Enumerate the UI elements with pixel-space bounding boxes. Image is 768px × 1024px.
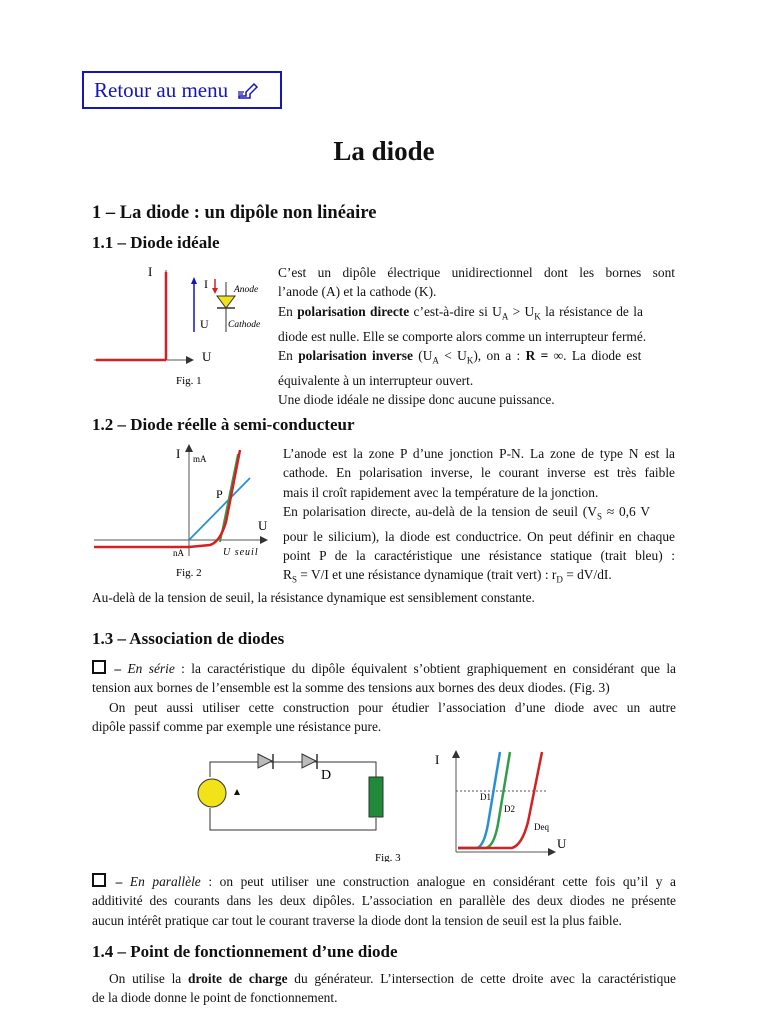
s13-par-line1: – En parallèle : on peut utiliser une construction analogue en considérant cette fois qu’il y a — [92, 872, 676, 891]
s13-serie-line4: dipôle passif comme par exemple une résistance pure. — [92, 718, 382, 734]
fig1-axis-u: U — [202, 349, 212, 364]
generator-symbol — [198, 779, 226, 807]
section-1-heading: 1 – La diode : un dipôle non linéaire — [92, 203, 377, 223]
page-title: La diode — [333, 136, 435, 166]
fig3-d1-label: D1 — [480, 792, 491, 802]
fig1-cathode-label: Cathode — [228, 320, 261, 330]
fig3-axis-i: I — [435, 752, 440, 767]
fig3-d-label: D — [321, 768, 332, 783]
s12-line5: pour le silicium), la diode est conductrice. On peut définir en chaque — [283, 528, 675, 544]
s13-serie-paragraph — [92, 659, 676, 736]
s13-par-line3: aucun intérêt pratique car tout le courant traverse la diode dont la tension de seuil est la plus faible. — [92, 912, 622, 928]
fig2-axis-u: U — [258, 518, 268, 533]
section-1-4-heading: 1.4 – Point de fonctionnement d’une diode — [92, 942, 398, 961]
figure-3-series-association — [190, 744, 580, 862]
s13-serie-line1: – En série : la caractéristique du dipôle équivalent s’obtient graphiquement en considérant que la — [92, 659, 676, 678]
checkbox-bullet-icon — [92, 660, 106, 674]
s12-after-text: Au-delà de la tension de seuil, la résistance dynamique est sensiblement constante. — [92, 590, 535, 605]
fig2-point-p: P — [216, 487, 223, 501]
s13-serie-line2: tension aux bornes de l’ensemble est la somme des tensions aux bornes des deux diodes. (Fig. 3) — [92, 680, 610, 696]
s11-line1: C’est un dipôle électrique unidirectionnel dont les bornes sont — [278, 265, 675, 280]
s14-paragraph — [92, 969, 676, 1008]
fig3-curve-d1 — [458, 752, 500, 848]
fig3-curve-deq — [458, 752, 542, 848]
s14-line2: de la diode donne le point de fonctionnement. — [92, 990, 338, 1006]
checkbox-bullet-icon — [92, 873, 106, 887]
section-1-2-text — [283, 444, 675, 590]
figure-2-real-diode — [92, 444, 282, 584]
s11-line6: équivalente à un interrupteur ouvert. — [278, 372, 474, 388]
figure-1-ideal-diode — [90, 262, 270, 392]
s13-par-line2: additivité des courants dans les deux dipôles. L’association en parallèle des deux diodes ne présente — [92, 893, 676, 909]
fig3-deq-label: Deq — [534, 822, 549, 832]
s11-line2: l’anode (A) et la cathode (K). — [278, 284, 437, 300]
fig1-arrow-i: I — [204, 277, 208, 291]
fig2-useuil-label: U seuil — [223, 547, 259, 558]
fig2-na-label: nA — [173, 548, 184, 558]
retour-menu-label: Retour au menu — [94, 77, 229, 102]
fig2-axis-i: I — [176, 446, 181, 461]
s13-parallel-paragraph — [92, 872, 676, 930]
section-1-2-heading: 1.2 – Diode réelle à semi-conducteur — [92, 415, 355, 434]
s12-line3: mais il croît rapidement avec la température de la jonction. — [283, 484, 599, 500]
fig3-d2-label: D2 — [504, 804, 515, 814]
fig1-arrow-u: U — [200, 317, 209, 331]
pointing-hand-icon — [236, 79, 262, 101]
s12-line7: $R_S = V/I$ et une résistance dynamique (trait vert) : $r_D = dV/dI$. — [283, 567, 612, 586]
section-1-1-text — [278, 263, 675, 409]
s12-line4: En polarisation directe, au-delà de la tension de seuil ($V_S \approx 0,6$ V — [283, 503, 651, 522]
s11-line4: diode est nulle. Elle se comporte alors comme un interrupteur fermé. — [278, 328, 647, 344]
diode-2-symbol — [302, 754, 316, 768]
s11-line7: Une diode idéale ne dissipe donc aucune puissance. — [278, 392, 555, 408]
section-1-3-heading: 1.3 – Association de diodes — [92, 629, 285, 648]
s11-line5: En polarisation inverse $(U_A < U_K)$, on a : R = ∞. La diode est — [278, 347, 642, 366]
section-1-1-heading: 1.1 – Diode idéale — [92, 233, 220, 252]
s11-line3: En polarisation directe c’est-à-dire si $U_A > U_K$ la résistance de la — [278, 303, 643, 322]
fig3-axis-u: U — [557, 836, 567, 851]
retour-menu-button[interactable] — [82, 71, 282, 109]
s12-line6: point P de la caractéristique une résistance statique (trait bleu) : — [283, 548, 675, 564]
fig1-axis-i: I — [148, 264, 153, 279]
s12-line1: L’anode est la zone P d’une jonction P-N. La zone de type N est la — [283, 446, 675, 461]
s14-line1: On utilise la droite de charge du générateur. L’intersection de cette droite avec la caractéristique — [109, 971, 676, 986]
diode-1-symbol — [258, 754, 272, 768]
fig3-caption: Fig. 3 — [375, 852, 401, 862]
s13-serie-line3: On peut aussi utiliser cette construction pour étudier l’association d’une diode avec un autre — [109, 699, 676, 715]
s12-line2: cathode. En polarisation inverse, le courant inverse est très faible — [283, 465, 675, 481]
fig1-anode-label: Anode — [234, 285, 259, 295]
resistor-symbol — [369, 777, 383, 817]
fig1-caption: Fig. 1 — [176, 375, 202, 387]
fig2-ma-label: mA — [193, 454, 207, 464]
fig2-caption: Fig. 2 — [176, 567, 202, 579]
